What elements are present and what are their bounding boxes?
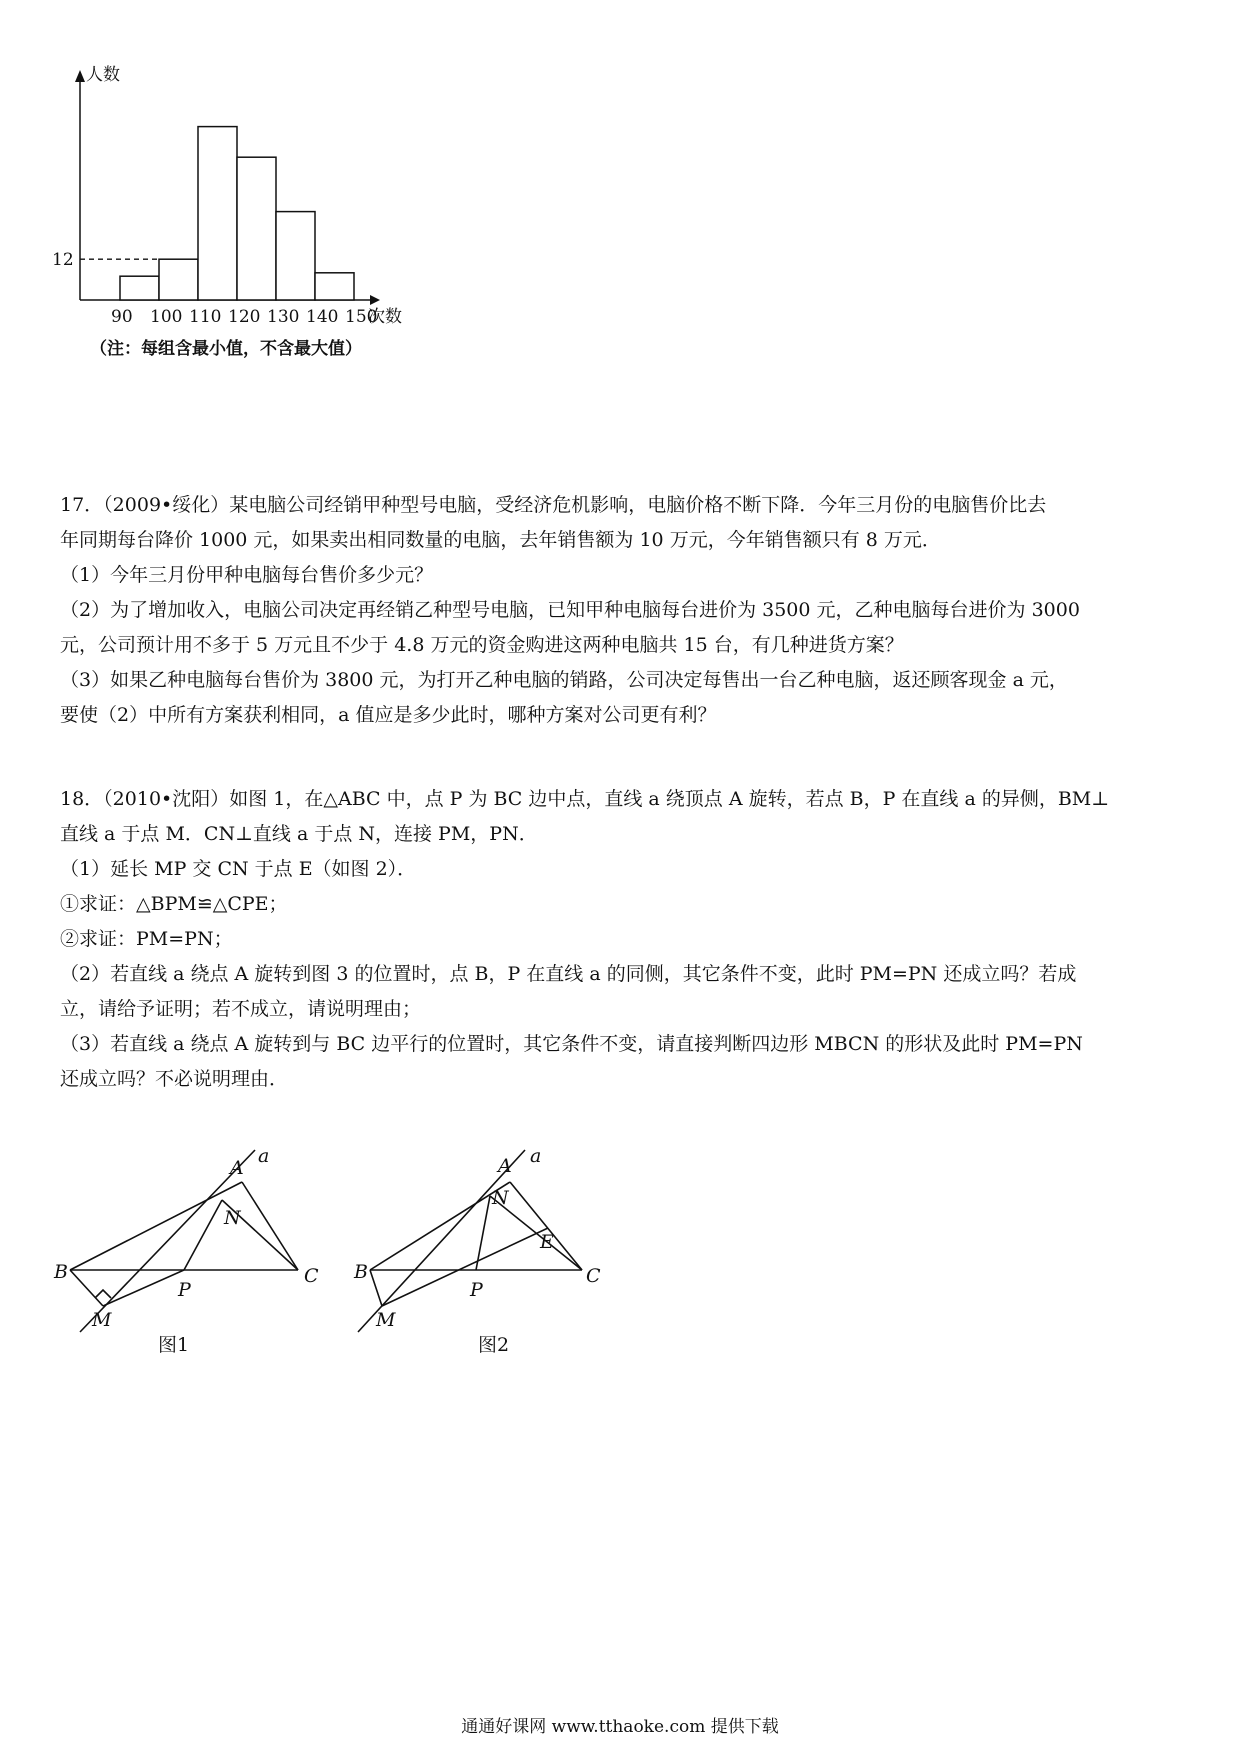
q18-line: （1）延长 MP 交 CN 于点 E（如图 2）． — [60, 858, 417, 880]
fig1-label-B: B — [54, 1261, 68, 1283]
x-tick-label: 90 — [111, 307, 133, 327]
x-axis-label: 次数 — [368, 307, 402, 327]
q17-line: （1）今年三月份甲种电脑每台售价多少元？ — [60, 564, 434, 586]
q18-line: 还成立吗？不必说明理由． — [60, 1068, 289, 1090]
y-axis-arrow — [75, 70, 85, 82]
histogram-bar — [120, 276, 159, 300]
fig1-right-angle-mark — [95, 1290, 111, 1298]
fig1-side-ba — [70, 1182, 242, 1270]
fig2-caption: 图2 — [478, 1334, 510, 1356]
x-tick-label: 130 — [267, 307, 300, 327]
histogram-bar — [237, 157, 276, 300]
fig1-label-M: M — [92, 1309, 112, 1331]
x-tick-label: 120 — [228, 307, 261, 327]
histogram-bar — [159, 259, 198, 300]
q17-line: 元，公司预计用不多于 5 万元且不少于 4.8 万元的资金购进这两种电脑共 15 台，有几种进货方案？ — [60, 634, 904, 656]
q18-line: 立，请给予证明；若不成立，请说明理由； — [60, 998, 422, 1020]
x-tick-label: 140 — [306, 307, 339, 327]
figure-1 — [50, 1140, 340, 1360]
fig1-label-N: N — [224, 1207, 241, 1229]
q18-line: 18．（2010•沈阳）如图 1，在△ABC 中，点 P 为 BC 边中点，直线 a 绕顶点 A 旋转，若点 B，P 在直线 a 的异侧，BM⊥ — [60, 788, 1110, 810]
fig2-label-C: C — [586, 1265, 601, 1287]
fig1-label-P: P — [178, 1279, 191, 1301]
fig2-side-ba — [370, 1182, 510, 1270]
fig2-label-A: A — [498, 1155, 512, 1177]
fig2-label-E: E — [540, 1231, 554, 1253]
q17-line: 要使（2）中所有方案获利相同，a 值应是多少此时，哪种方案对公司更有利？ — [60, 704, 717, 726]
fig2-segment-me — [382, 1228, 548, 1306]
q18-line: 直线 a 于点 M．CN⊥直线 a 于点 N，连接 PM，PN． — [60, 823, 538, 845]
histogram-chart — [40, 60, 480, 420]
figure-2 — [350, 1140, 620, 1360]
fig1-label-A: A — [230, 1157, 244, 1179]
x-tick-label: 150 — [345, 307, 378, 327]
y-tick-label: 12 — [52, 250, 74, 271]
fig1-caption: 图1 — [158, 1334, 190, 1356]
q17-line: 年同期每台降价 1000 元，如果卖出相同数量的电脑，去年销售额为 10 万元，今年销售额只有 8 万元． — [60, 529, 941, 551]
fig2-label-N: N — [492, 1187, 509, 1209]
fig2-label-P: P — [470, 1279, 483, 1301]
fig1-segment-pm — [103, 1270, 184, 1306]
histogram-bar — [198, 127, 237, 300]
q18-line: （2）若直线 a 绕点 A 旋转到图 3 的位置时，点 B，P 在直线 a 的同侧，其它条件不变，此时 PM=PN 还成立吗？若成 — [60, 963, 1077, 985]
fig1-segment-bm — [70, 1270, 103, 1306]
q17-line: 17．（2009•绥化）某电脑公司经销甲种型号电脑，受经济危机影响，电脑价格不断下降．今年三月份的电脑售价比去 — [60, 494, 1047, 516]
histogram-bar — [315, 273, 354, 300]
x-tick-label: 110 — [189, 307, 222, 327]
fig1-label-a: a — [258, 1145, 270, 1167]
histogram-bar — [276, 212, 315, 300]
q17-line: （3）如果乙种电脑每台售价为 3800 元，为打开乙种电脑的销路，公司决定每售出一台乙种电脑，返还顾客现金 a 元， — [60, 669, 1068, 691]
fig2-label-B: B — [354, 1261, 368, 1283]
q17-line: （2）为了增加收入，电脑公司决定再经销乙种型号电脑，已知甲种电脑每台进价为 3500 元，乙种电脑每台进价为 3000 — [60, 599, 1080, 621]
x-axis-arrow — [370, 295, 380, 305]
fig1-label-C: C — [304, 1265, 319, 1287]
fig2-label-a: a — [530, 1145, 542, 1167]
q18-line: （3）若直线 a 绕点 A 旋转到与 BC 边平行的位置时，其它条件不变，请直接判断四边形 MBCN 的形状及此时 PM=PN — [60, 1033, 1083, 1055]
fig2-segment-bm — [370, 1270, 382, 1306]
fig2-label-M: M — [376, 1309, 396, 1331]
fig2-side-ac — [510, 1182, 582, 1270]
question-18 — [60, 782, 1190, 1097]
q18-line: ①求证：△BPM≌△CPE； — [60, 893, 288, 915]
q18-line: ②求证：PM=PN； — [60, 928, 233, 950]
x-tick-label: 100 — [150, 307, 183, 327]
fig1-segment-pn — [184, 1200, 222, 1270]
page-footer: 通通好课网 www.tthaoke.com 提供下载 — [461, 1717, 779, 1737]
y-axis-label: 人数 — [86, 65, 120, 85]
question-17 — [60, 488, 1190, 733]
chart-note: （注：每组含最小值，不含最大值） — [90, 339, 362, 359]
